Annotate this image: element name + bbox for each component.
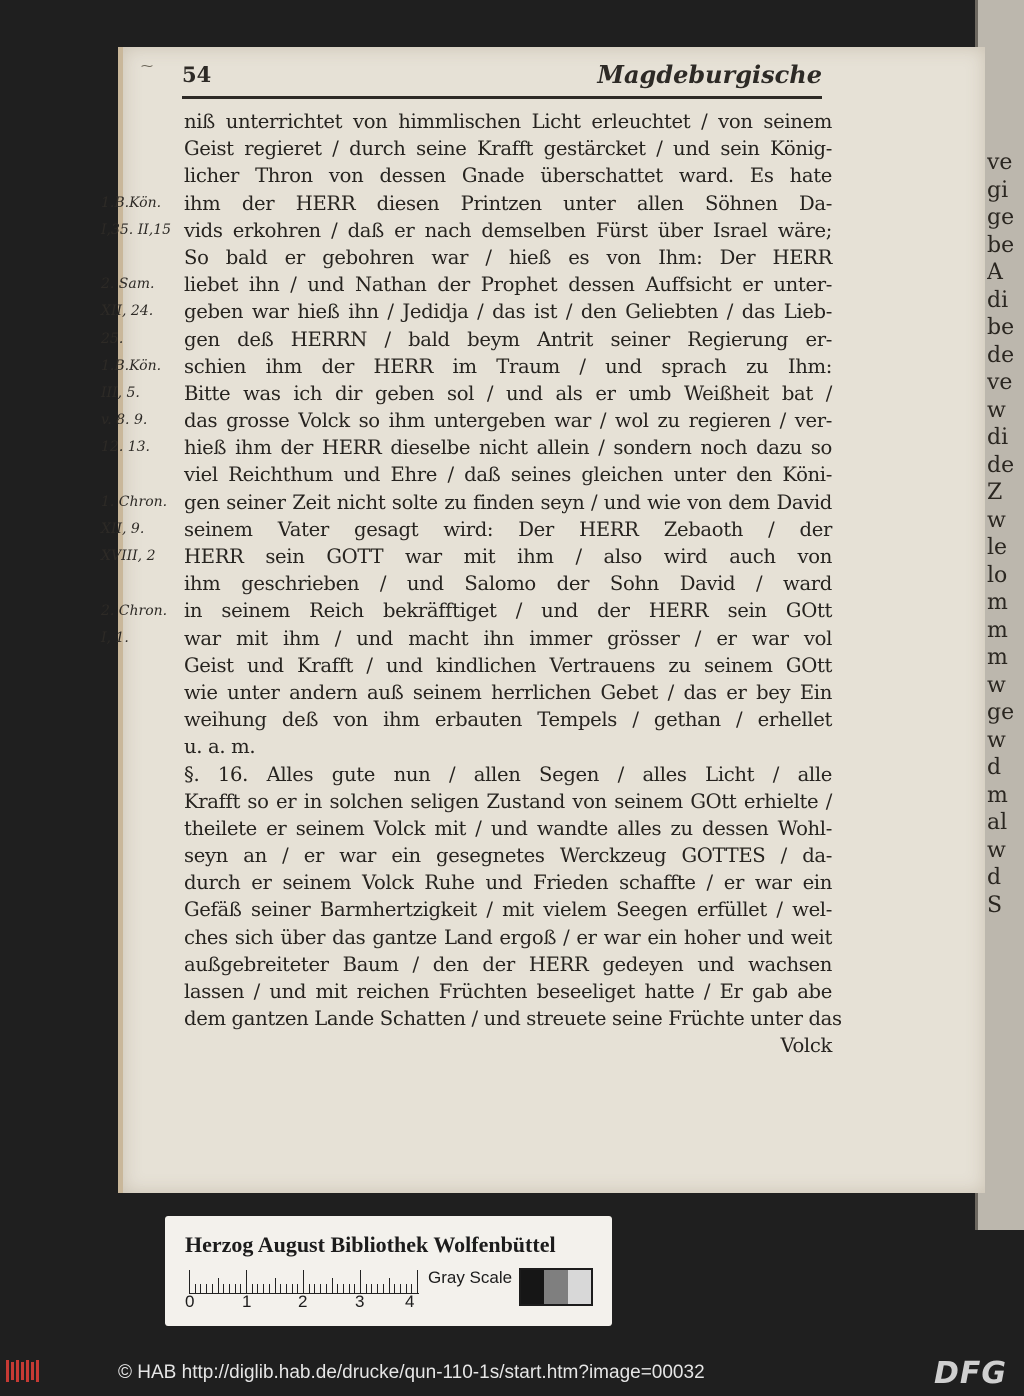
margin-note: 1.B.Kön. [101,194,162,211]
text-line: gen deß HERRN / bald beym Antrit seiner Regierung er- [184,327,832,351]
text-line: weihung deß von ihm erbauten Tempels / gethan / erhellet [184,708,832,732]
text-line: dem gantzen Lande Schatten / und streuete seine Früchte unter das [184,1007,842,1031]
ruler-tick [326,1284,327,1294]
page-header [182,62,822,99]
text-line: HERR sein GOTT war mit ihm / also wird auch von [184,545,832,568]
text-line: niß unterrichtet von himmlischen Licht erleuchtet / von seinem [184,110,832,133]
text-line: hieß ihm der HERR dieselbe nicht allein / sondern noch dazu so [184,436,832,460]
ruler-tick [349,1284,350,1294]
running-head: Magdeburgische [597,60,822,89]
adjacent-text-fragment: d [987,755,1002,780]
text-line: Bitte was ich dir geben sol / und als er umb Weißheit bat / [184,381,832,405]
adjacent-text-fragment: m [987,645,1008,670]
margin-note: XVIII, 2 [101,548,156,565]
text-line: Geist und Krafft / und kindlichen Vertrauens zu seinem GOtt [184,653,832,677]
ruler-tick [246,1270,247,1294]
library-color-card [165,1216,612,1326]
ruler-tick [235,1284,236,1294]
ruler-number-1: 1 [242,1292,252,1311]
ruler-tick [218,1278,219,1294]
ruler-number-2: 2 [298,1292,308,1311]
ruler-tick [195,1284,196,1294]
ruler-tick [309,1284,310,1294]
adjacent-text-fragment: w [987,507,1006,533]
text-line: u. a. m. [184,735,256,759]
hab-logo-bar [21,1362,24,1380]
text-line: seyn an / er war ein gesegnetes Werckzeug GOTTES / da- [184,844,832,868]
ruler-number-3: 3 [355,1292,365,1311]
ruler-number-4: 4 [405,1292,415,1311]
ruler-tick [400,1284,401,1294]
text-line: liebet ihn / und Nathan der Prophet dessen Auffsicht er unter- [184,273,832,297]
ruler-tick [337,1284,338,1294]
text-line: So bald er gebohren war / hieß es von Ihm: Der HERR [184,245,832,269]
ruler-tick [189,1270,190,1294]
text-line: geben war hieß ihn / Jedidja / das ist / den Geliebten / das Lieb- [184,300,832,324]
adjacent-text-fragment: A [987,260,1003,285]
adjacent-text-fragment: di [987,425,1009,450]
text-line: Gefäß seiner Barmhertzigkeit / mit vielem Seegen erfüllet / wel- [184,898,832,922]
dfg-logo: DFG [934,1356,1008,1391]
margin-note: 2. Sam. [101,276,155,293]
gray-swatch [544,1270,567,1304]
ruler-tick [229,1284,230,1294]
margin-note: 1. Chron. [101,493,168,510]
adjacent-text-fragment: gi [987,177,1009,203]
ruler-tick [394,1284,395,1294]
text-line: ihm der HERR diesen Printzen unter allen Söhnen Da- [184,191,832,215]
text-line: ihm geschrieben / und Salomo der Sohn David / ward [184,572,832,596]
text-line: ches sich über das gantze Land ergoß / er war ein hoher und weit [184,925,832,949]
ruler-tick [263,1284,264,1294]
ruler-tick [252,1284,253,1294]
margin-note: 25. [101,330,124,347]
hab-logo-bar [6,1360,9,1382]
gray-scale-label: Gray Scale [428,1268,513,1287]
ruler-tick [371,1284,372,1294]
gray-swatch [568,1270,591,1304]
adjacent-text-fragment: be [987,232,1015,258]
adjacent-text-fragment: ge [987,700,1015,725]
gray-scale-swatches [519,1268,593,1306]
hab-logo-bar [11,1362,14,1380]
hab-logo-bar [26,1360,29,1382]
text-line: schien ihm der HERR im Traum / und sprach zu Ihm: [184,354,832,378]
ruler-tick [280,1284,281,1294]
ruler-number-0: 0 [185,1292,195,1311]
page-body-text [184,108,842,1060]
adjacent-text-fragment: Z [987,480,1003,505]
adjacent-text-fragment: ve [987,370,1013,395]
margin-note: III, 5. [101,385,140,401]
ruler-tick [320,1284,321,1294]
ruler-tick [360,1270,361,1294]
hab-logo-bar [31,1362,34,1380]
margin-note: XII, 24. [101,303,154,320]
text-line: gen seiner Zeit nicht solte zu finden seyn / und wie von dem David [184,490,832,514]
adjacent-text-fragment: le [987,535,1008,560]
text-line: durch er seinem Volck Ruhe und Frieden schaffte / er war ein [184,871,832,895]
text-line: in seinem Reich bekräfftiget / und der HERR sein GOtt [184,599,832,623]
ruler-tick [343,1284,344,1294]
text-line: vids erkohren / daß er nach demselben Fürst über Israel wäre; [184,218,832,242]
text-line: lassen / und mit reichen Früchten beseeliget hatte / Er gab abe [184,980,832,1003]
ruler-tick [212,1284,213,1294]
adjacent-text-fragment: lo [987,562,1008,588]
text-line: außgebreiteter Baum / den der HERR gedeyen und wachsen [184,952,832,976]
ruler-tick [292,1284,293,1294]
text-line: das grosse Volck so ihm untergeben war / wol zu regieren / ver- [184,409,832,433]
margin-note: I,35. II,15 [101,221,172,238]
text-line: licher Thron von dessen Gnade überschattet ward. Es hate [184,164,832,188]
ruler-tick [417,1270,418,1294]
hab-logo-bar [36,1360,39,1382]
gray-swatch [521,1270,544,1304]
text-line: seinem Vater gesagt wird: Der HERR Zebaoth / der [184,517,832,541]
adjacent-text-fragment: w [987,837,1006,863]
adjacent-text-fragment: m [987,590,1008,615]
adjacent-text-fragment: w [987,397,1006,423]
text-line: theilete er seinem Volck mit / und wandte alles zu dessen Wohl- [184,816,832,840]
text-line: Krafft so er in solchen seligen Zustand von seinem GOtt erhielte / [184,789,832,813]
adjacent-text-fragment: d [987,865,1002,890]
ruler-tick [286,1284,287,1294]
adjacent-text-fragment: de [987,452,1015,478]
text-line: wie unter andern auß seinem herrlichen Gebet / das er bey Ein [184,680,832,704]
adjacent-text-fragment: be [987,315,1015,340]
margin-note: 1.B.Kön. [101,357,162,374]
adjacent-text-fragment: de [987,342,1015,368]
text-line: Geist regieret / durch seine Krafft gestärcket / und sein König- [184,137,832,161]
adjacent-text-fragment: w [987,727,1006,753]
adjacent-text-fragment: ve [987,150,1013,175]
margin-note: I, 1. [101,629,129,646]
text-line: §. 16. Alles gute nun / allen Segen / alles Licht / alle [184,762,832,786]
text-line: war mit ihm / und macht ihn immer grösser / er war vol [184,626,832,650]
ruler-tick [303,1270,304,1294]
page-number: 54 [182,62,212,87]
hab-logo-bar [16,1360,19,1382]
margin-note: v. 8. 9. [101,412,148,429]
text-line: Volck [780,1034,832,1058]
adjacent-text-fragment: m [987,782,1008,808]
ruler-tick [389,1278,390,1294]
ruler-tick [377,1284,378,1294]
ruler-tick [366,1284,367,1294]
margin-note: 12. 13. [101,439,150,456]
adjacent-text-fragment: al [987,810,1008,835]
ruler-tick [269,1284,270,1294]
scale-ruler [189,1270,429,1294]
adjacent-text-fragment: m [987,617,1008,643]
hab-logo-icon [6,1360,39,1382]
copyright-url[interactable]: © HAB http://diglib.hab.de/drucke/qun-110-1s/start.htm?image=00032 [118,1362,705,1383]
ruler-tick [383,1284,384,1294]
adjacent-text-fragment: di [987,287,1009,313]
margin-note: 2. Chron. [101,602,168,619]
adjacent-text-fragment: w [987,672,1006,698]
ruler-tick [257,1284,258,1294]
adjacent-text-fragment: S [987,892,1003,918]
adjacent-text-fragment: ge [987,205,1015,230]
ruler-tick [275,1278,276,1294]
ruler-tick [223,1284,224,1294]
page-corner-mark: ⁓ [141,59,153,73]
ruler-tick [332,1278,333,1294]
text-line: viel Reichthum und Ehre / daß seines gleichen unter den Köni- [184,463,832,487]
ruler-tick [200,1284,201,1294]
ruler-tick [314,1284,315,1294]
viewer-footer [0,1346,1024,1396]
library-name: Herzog August Bibliothek Wolfenbüttel [185,1232,556,1257]
margin-note: XII, 9. [101,521,145,537]
ruler-tick [206,1284,207,1294]
